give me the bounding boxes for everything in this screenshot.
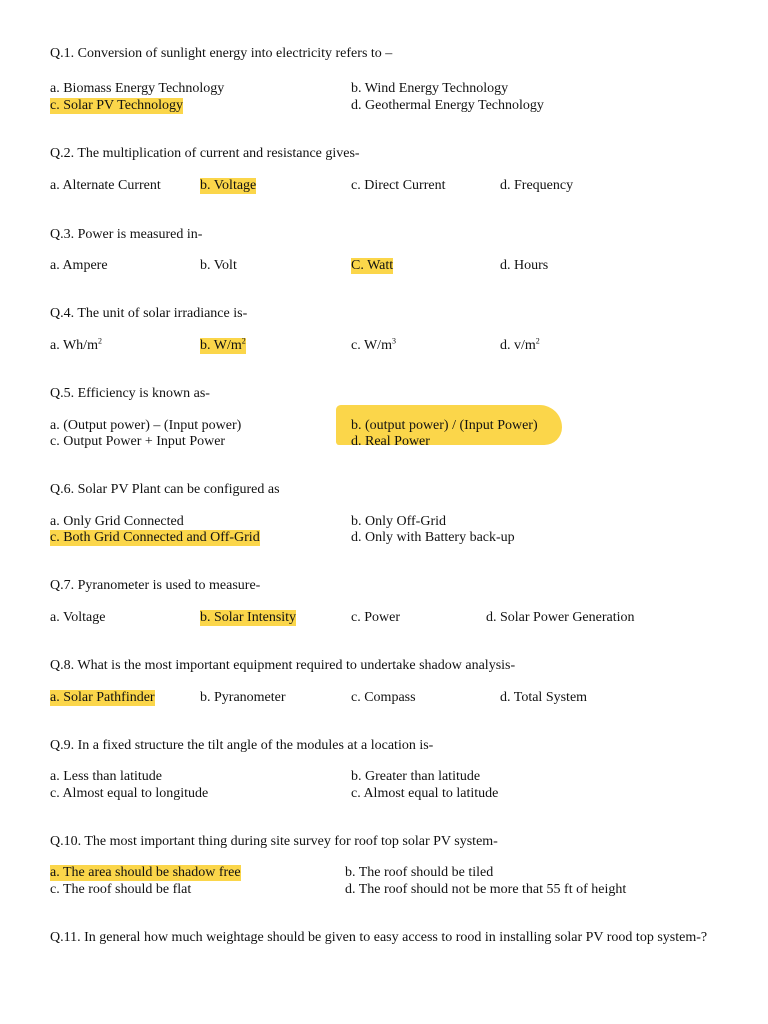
option-c-highlighted: C. Watt xyxy=(351,258,394,273)
option-a: a. $Wh/m^2$ xyxy=(50,336,102,353)
question-text: Q.4. The unit of solar irradiance is- xyxy=(50,306,248,321)
option-b: b. Pyranometer xyxy=(200,690,286,705)
option-a-highlighted: a. Solar Pathfinder xyxy=(50,690,155,705)
question-text: Q.7. Pyranometer is used to measure- xyxy=(50,578,261,593)
option-d: c. Almost equal to latitude xyxy=(351,786,499,801)
option-a: a. Biomass Energy Technology xyxy=(50,81,225,96)
option-c: c. The roof should be flat xyxy=(50,882,192,897)
option-b-highlighted: b. Voltage xyxy=(200,178,257,193)
option-c: c. Power xyxy=(351,610,400,625)
option-a: a. Alternate Current xyxy=(50,178,161,193)
option-b-highlighted: b. Solar Intensity xyxy=(200,610,297,625)
option-b: b. Only Off-Grid xyxy=(351,514,447,529)
option-d: d. Real Power xyxy=(351,434,430,449)
option-b: b. Greater than latitude xyxy=(351,769,481,784)
option-d: d. $v/m^2$ xyxy=(500,336,540,353)
question-text: Q.6. Solar PV Plant can be configured as xyxy=(50,482,280,497)
question-text: Q.3. Power is measured in- xyxy=(50,227,203,242)
question-text: Q.2. The multiplication of current and resistance gives- xyxy=(50,146,360,161)
option-c: c. Output Power + Input Power xyxy=(50,434,226,449)
question-text: Q.11. In general how much weightage should be given to easy access to rood in installing solar PV rood top system-? xyxy=(50,930,708,945)
option-c: c. $W/m^3$ xyxy=(351,336,396,353)
question-text: Q.9. In a fixed structure the tilt angle of the modules at a location is- xyxy=(50,738,434,753)
option-d: d. Total System xyxy=(500,690,588,705)
option-d: d. Only with Battery back-up xyxy=(351,530,515,545)
option-b-highlighted: b. (output power) / (Input Power) xyxy=(351,418,538,433)
option-d: d. The roof should not be more that 55 ft of height xyxy=(345,882,627,897)
option-a: a. (Output power) – (Input power) xyxy=(50,418,242,433)
option-b: b. Volt xyxy=(200,258,237,273)
option-a: a. Only Grid Connected xyxy=(50,514,184,529)
option-c-highlighted: c. Solar PV Technology xyxy=(50,98,184,113)
option-a: a. Less than latitude xyxy=(50,769,162,784)
option-b: b. Wind Energy Technology xyxy=(351,81,509,96)
option-c-highlighted: c. Both Grid Connected and Off-Grid xyxy=(50,530,260,545)
option-d: d. Frequency xyxy=(500,178,574,193)
option-c: c. Direct Current xyxy=(351,178,446,193)
question-text: Q.1. Conversion of sunlight energy into electricity refers to – xyxy=(50,46,393,61)
option-a: a. Ampere xyxy=(50,258,108,273)
option-c: c. Almost equal to longitude xyxy=(50,786,209,801)
option-a: a. Voltage xyxy=(50,610,106,625)
question-text: Q.8. What is the most important equipment required to undertake shadow analysis- xyxy=(50,658,516,673)
question-text: Q.10. The most important thing during site survey for roof top solar PV system- xyxy=(50,834,498,849)
option-c: c. Compass xyxy=(351,690,416,705)
option-d: d. Geothermal Energy Technology xyxy=(351,98,544,113)
option-d: d. Solar Power Generation xyxy=(486,610,635,625)
option-b-highlighted: b. $W/m^2$ xyxy=(200,336,246,353)
option-d: d. Hours xyxy=(500,258,549,273)
question-text: Q.5. Efficiency is known as- xyxy=(50,386,210,401)
option-b: b. The roof should be tiled xyxy=(345,865,494,880)
option-a-highlighted: a. The area should be shadow free xyxy=(50,865,241,880)
